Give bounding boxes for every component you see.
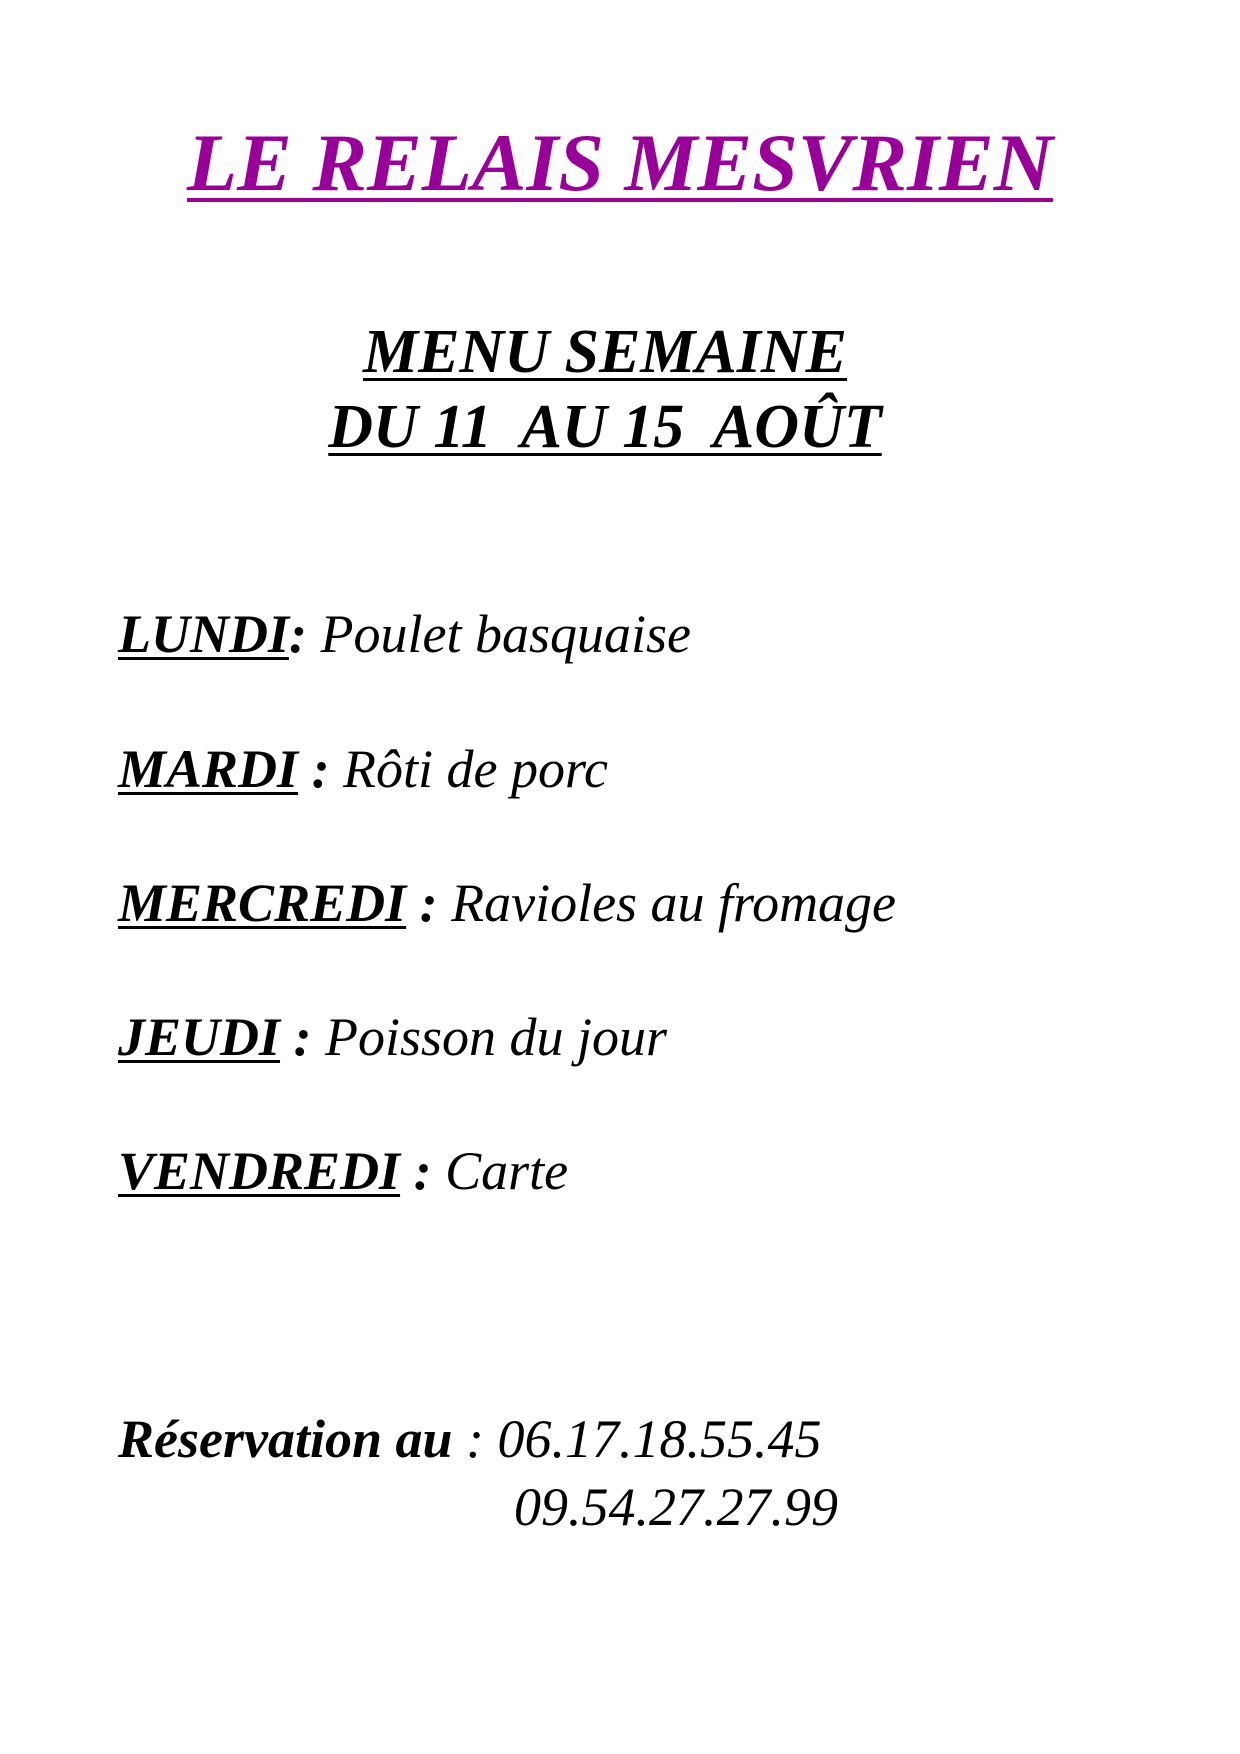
day-name: VENDREDI [118,1141,401,1201]
day-separator: : [298,739,330,799]
reservation-line [118,1410,822,1469]
phone-number-1: 06.17.18.55.45 [497,1409,822,1469]
day-separator: : [289,604,307,664]
restaurant-title: LE RELAIS MESVRIEN [187,117,1053,208]
dish-name: Carte [431,1141,569,1201]
menu-row-tuesday [118,740,608,799]
dish-name: Ravioles au fromage [437,873,897,933]
day-name: MARDI [118,739,299,799]
menu-date-range: DU 11 AU 15 AOÛT [328,393,882,461]
day-separator: : [280,1007,312,1067]
menu-row-monday [118,605,691,664]
day-name: LUNDI [118,604,289,664]
reservation-label: Réservation au [118,1409,453,1469]
menu-row-thursday [118,1008,667,1067]
dish-name: Poulet basquaise [306,604,691,664]
dish-name: Poisson du jour [311,1007,668,1067]
menu-heading: MENU SEMAINE [362,318,848,386]
menu-row-friday [118,1142,568,1201]
phone-number-2: 09.54.27.27.99 [514,1477,838,1537]
day-separator: : [406,873,438,933]
menu-row-wednesday [118,874,896,933]
day-separator: : [400,1141,432,1201]
reservation-separator: : [452,1409,498,1469]
dish-name: Rôti de porc [329,739,608,799]
day-name: JEUDI [118,1007,281,1067]
day-name: MERCREDI [118,873,407,933]
